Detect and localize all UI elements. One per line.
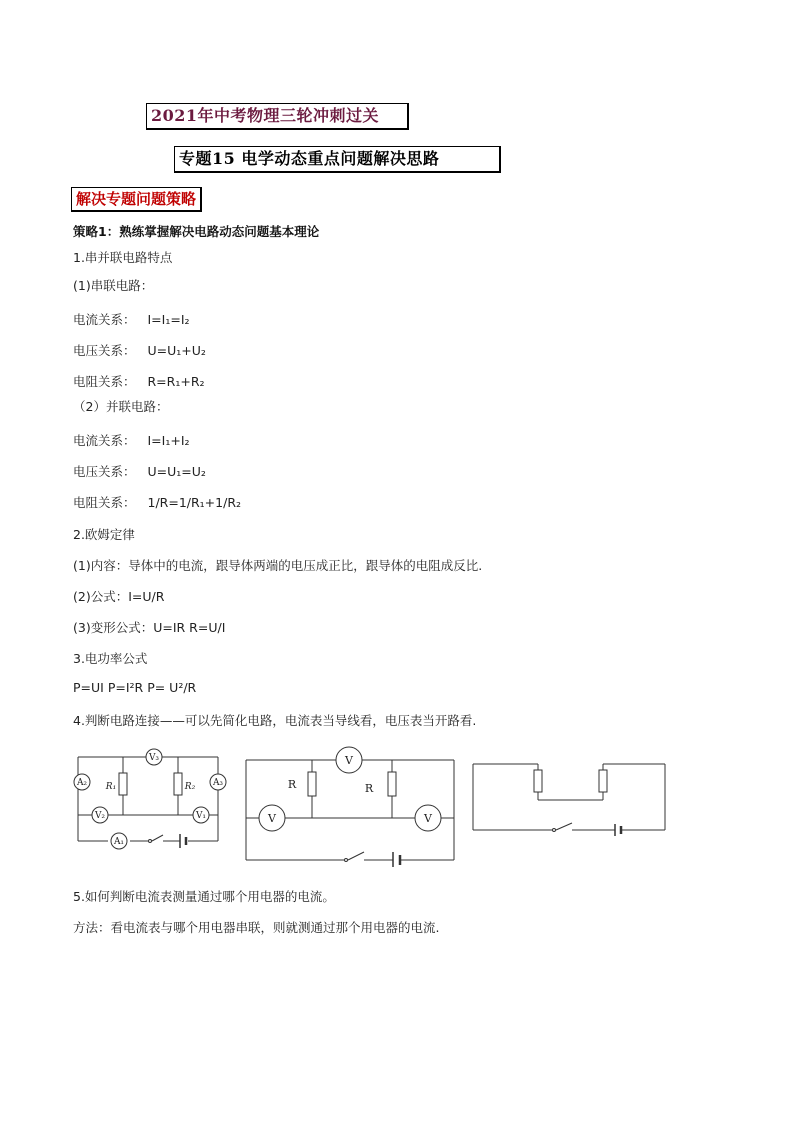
item-2-heading: 2.欧姆定律: [73, 527, 135, 542]
strategy-heading: 策略1：熟练掌握解决电路动态问题基本理论: [73, 224, 320, 239]
parallel-current-row: [73, 431, 190, 449]
power-formulas: P=UI P=I²R P= U²/R: [73, 680, 197, 695]
resistor-r2-label: R₂: [184, 782, 196, 792]
meter-v3-label: V₃: [148, 753, 160, 763]
parallel-current-label: 电流关系：: [73, 433, 136, 448]
meter-a2-label: A₂: [76, 778, 88, 788]
series-voltage-formula: U=U₁+U₂: [147, 343, 206, 358]
method-text: 方法：看电流表与哪个用电器串联，则就测通过那个用电器的电流.: [73, 920, 440, 935]
circuit-diagram-3: [470, 758, 670, 838]
parallel-resistance-row: [73, 493, 241, 511]
parallel-circuit-heading: （2）并联电路：: [73, 399, 169, 414]
meter-a3-label: A₃: [212, 778, 224, 788]
meter-a1-label: A₁: [113, 837, 125, 847]
item-5-heading: 5.如何判断电流表测量通过哪个用电器的电流。: [73, 889, 335, 904]
parallel-voltage-formula: U=U₁=U₂: [147, 464, 206, 479]
series-current-row: [73, 310, 190, 328]
item-3-heading: 3.电功率公式: [73, 651, 148, 666]
circuit-diagram-2: [240, 742, 460, 867]
resistor-r1-label: R₁: [105, 782, 117, 792]
resistor-left-label: R: [287, 778, 297, 791]
parallel-voltage-row: [73, 462, 206, 480]
item-1-heading: 1.串并联电路特点: [73, 250, 173, 265]
series-resistance-label: 电阻关系：: [73, 374, 136, 389]
series-current-formula: I=I₁=I₂: [147, 312, 190, 327]
meter-v-left-label: V: [268, 812, 276, 825]
item-4-heading: 4.判断电路连接——可以先简化电路，电流表当导线看，电压表当开路看.: [73, 713, 477, 728]
parallel-current-formula: I=I₁+I₂: [147, 433, 190, 448]
series-resistance-row: [73, 372, 205, 390]
meter-v-right-label: V: [424, 812, 432, 825]
meter-v2-label: V₂: [94, 811, 106, 821]
page-title: 2021年中考物理三轮冲刺过关: [146, 103, 409, 130]
series-voltage-row: [73, 341, 206, 359]
meter-v1-label: V₁: [195, 811, 207, 821]
parallel-resistance-label: 电阻关系：: [73, 495, 136, 510]
ohm-law-content: (1)内容：导体中的电流，跟导体两端的电压成正比，跟导体的电阻成反比.: [73, 558, 483, 573]
meter-v-top-label: V: [345, 754, 353, 767]
resistor-right-label: R: [364, 782, 374, 795]
series-resistance-formula: R=R₁+R₂: [147, 374, 205, 389]
ohm-law-formula: (2)公式：I=U/R: [73, 589, 165, 604]
parallel-resistance-formula: 1/R=1/R₁+1/R₂: [147, 495, 242, 510]
series-circuit-heading: (1)串联电路：: [73, 278, 154, 293]
circuit-diagram-1: [68, 745, 238, 855]
page-subtitle: 专题15 电学动态重点问题解决思路: [174, 146, 501, 173]
section-heading: 解决专题问题策略: [71, 187, 202, 212]
ohm-law-variant: (3)变形公式：U=IR R=U/I: [73, 620, 226, 635]
parallel-voltage-label: 电压关系：: [73, 464, 136, 479]
series-current-label: 电流关系：: [73, 312, 136, 327]
series-voltage-label: 电压关系：: [73, 343, 136, 358]
